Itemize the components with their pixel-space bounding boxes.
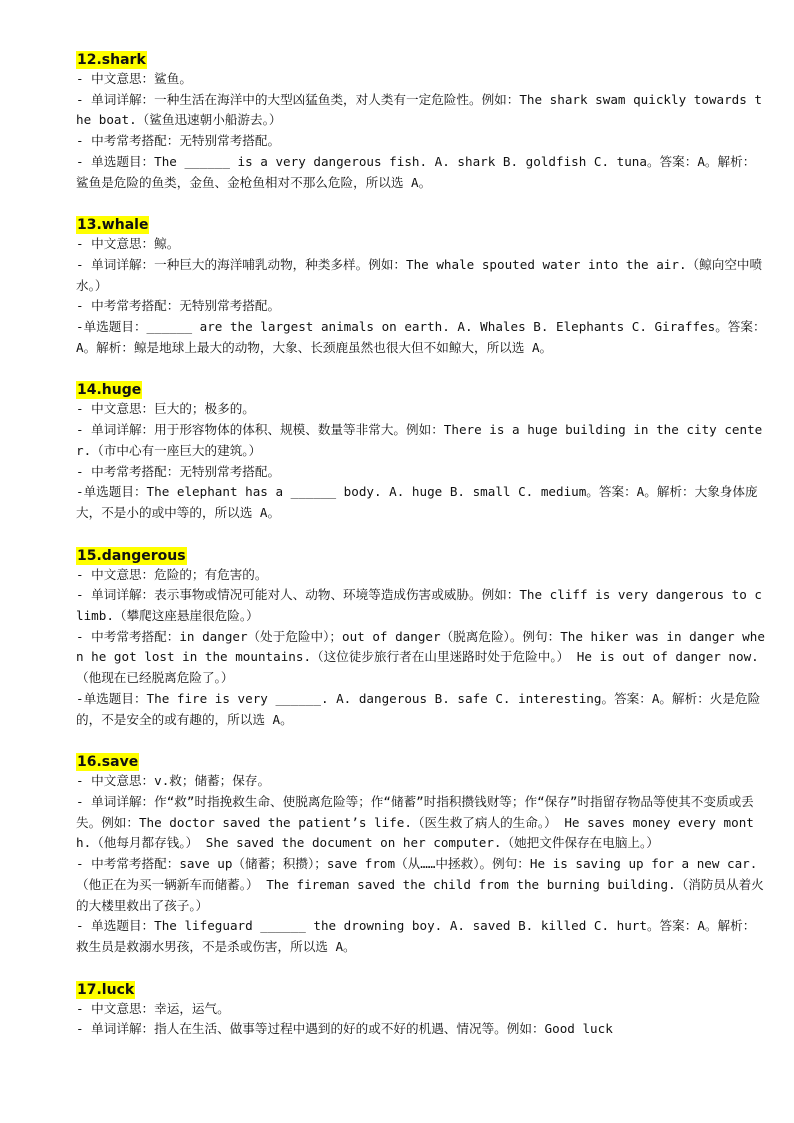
- quiz-line: - 单选题目：The ______ is a very dangerous fish. A. shark B. goldfish C. tuna。答案：A。解析：鲨鱼是危险的鱼类，金鱼、金枪鱼相对不那么危险，所以选 A。: [76, 153, 756, 190]
- entry-title: 17.luck: [77, 981, 135, 998]
- quiz-line: - 单选题目：The lifeguard ______ the drowning boy. A. saved B. killed C. hurt。答案：A。解析：救生员是救溺水男孩，不是杀或伤害，所以选 A。: [76, 918, 756, 954]
- entry-save: [76, 750, 766, 957]
- entry-luck: [76, 978, 766, 1040]
- entry-title: 12.shark: [77, 52, 146, 68]
- explanation-line: - 单词详解：用于形容物体的体积、规模、数量等非常大。例如：There is a huge building in the city center.（市中心有一座巨大的建筑。）: [76, 422, 763, 458]
- entry-huge: [76, 378, 766, 523]
- quiz-line: -单选题目：______ are the largest animals on earth. A. Whales B. Elephants C. Giraffes。答案：A。解析：鲸是地球上最大的动物，大象、长颈鹿虽然也很大但不如鲸大，所以选 A。: [76, 319, 766, 355]
- entry-title: 13.whale: [77, 217, 149, 234]
- explanation-line: - 单词详解：一种巨大的海洋哺乳动物，种类多样。例如：The whale spouted water into the air.（鲸向空中喷水。）: [76, 256, 763, 293]
- explanation-line: - 单词详解：作“救”时指挽救生命、使脱离危险等；作“储蓄”时指积攒钱财等；作“保存”时指留存物品等使其不变质或丢失。例如：The doctor saved the patient’s life.（医生救了病人的生命。） He saves money every month.（他每月都存钱。） She saved the document on her computer.（她把文件保存在电脑上。）: [76, 793, 754, 851]
- meaning-line: - 中文意思：幸运，运气。: [76, 1000, 230, 1016]
- quiz-line: -单选题目：The fire is very ______. A. dangerous B. safe C. interesting。答案：A。解析：火是危险的，不是安全的或有趣的，所以选 A。: [76, 690, 761, 727]
- meaning-line: - 中文意思：巨大的；极多的。: [76, 401, 255, 417]
- collocation-line: - 中考常考搭配：无特别常考搭配。: [76, 133, 281, 149]
- collocation-line: - 中考常考搭配：save up（储蓄；积攒）；save from（从……中拯救）。例句：He is saving up for a new car.（他正在为买一辆新车而储蓄。） The fireman saved the child from the burning building.（消防员从着火的大楼里救出了孩子。）: [76, 856, 764, 913]
- collocation-line: - 中考常考搭配：无特别常考搭配。: [76, 463, 281, 479]
- meaning-line: - 中文意思：鲨鱼。: [76, 71, 192, 86]
- meaning-line: - 中文意思：鲸。: [76, 236, 180, 252]
- explanation-line: - 单词详解：一种生活在海洋中的大型凶猛鱼类，对人类有一定危险性。例如：The shark swam quickly towards the boat.（鲨鱼迅速朝小船游去。）: [76, 91, 762, 128]
- collocation-line: - 中考常考搭配：无特别常考搭配。: [76, 298, 281, 314]
- entry-title: 16.save: [77, 754, 139, 771]
- meaning-line: - 中文意思：v.救；储蓄；保存。: [76, 773, 271, 789]
- document-page: [76, 48, 766, 1060]
- entry-shark: [76, 48, 766, 193]
- entry-title: 15.dangerous: [77, 547, 186, 564]
- entry-whale: [76, 213, 766, 358]
- explanation-line: - 单词详解：表示事物或情况可能对人、动物、环境等造成伤害或威胁。例如：The cliff is very dangerous to climb.（攀爬这座悬崖很危险。）: [76, 587, 762, 624]
- explanation-line: - 单词详解：指人在生活、做事等过程中遇到的好的或不好的机遇、情况等。例如：Good luck: [76, 1021, 613, 1037]
- entry-dangerous: [76, 544, 766, 731]
- quiz-line: -单选题目：The elephant has a ______ body. A. huge B. small C. medium。答案：A。解析：大象身体庞大，不是小的或中等的，所以选 A。: [76, 484, 758, 520]
- collocation-line: - 中考常考搭配：in danger（处于危险中）；out of danger（脱离危险）。例句：The hiker was in danger when he got lost in the mountains.（这位徒步旅行者在山里迷路时处于危险中。） He is out of danger now.（他现在已经脱离危险了。）: [76, 628, 765, 686]
- meaning-line: - 中文意思：危险的；有危害的。: [76, 566, 268, 582]
- entry-title: 14.huge: [77, 382, 142, 399]
